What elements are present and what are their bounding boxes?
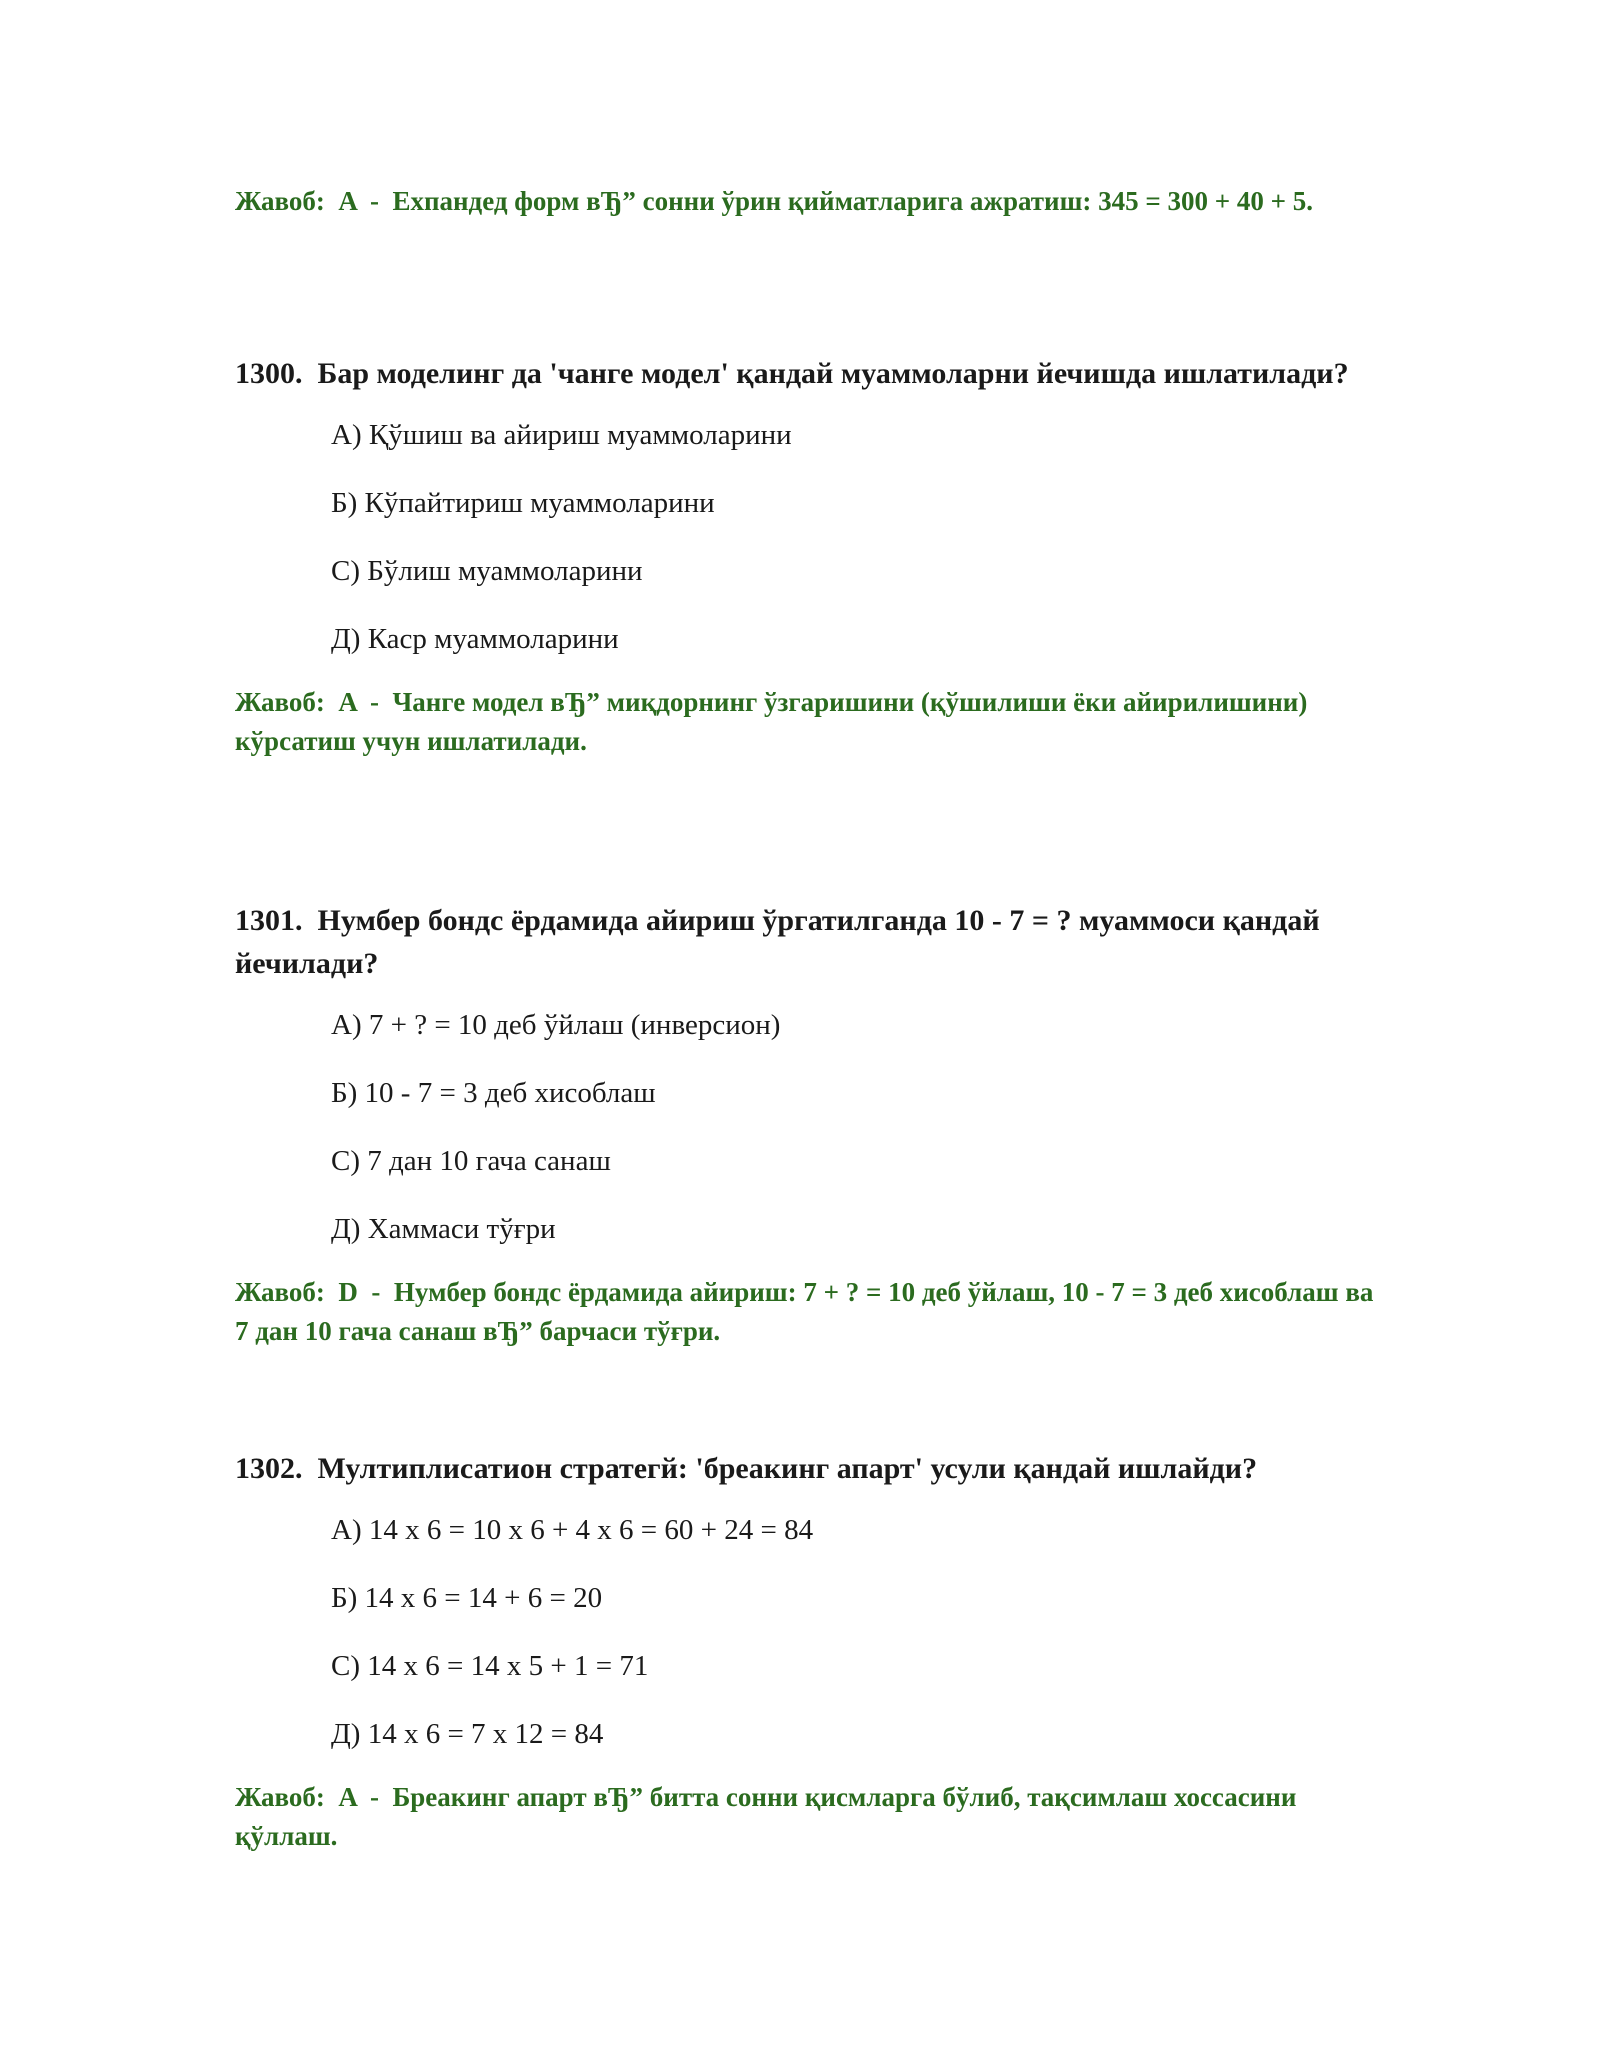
option-d: Д) 14 x 6 = 7 x 12 = 84 <box>331 1718 604 1750</box>
question-number: 1301. <box>235 904 303 937</box>
question-body: Нумбер бондс ёрдамида айириш ўргатилганда 10 - 7 = ? муаммоси қандай йечилади? <box>235 904 1320 980</box>
option-c: С) 14 x 6 = 14 x 5 + 1 = 71 <box>331 1650 649 1682</box>
option-a: А) 7 + ? = 10 деб ўйлаш (инверсион) <box>331 1009 781 1041</box>
answer-letter: A <box>338 687 357 717</box>
option-d: Д) Хаммаси тўғри <box>331 1213 556 1245</box>
question-body: Мултиплисатион стратегй: 'бреакинг апарт' усули қандай ишлайди? <box>317 1452 1258 1485</box>
option-a: А) Қўшиш ва айириш муаммоларини <box>331 419 792 451</box>
option-b: Б) 10 - 7 = 3 деб хисоблаш <box>331 1077 656 1109</box>
answer-letter: D <box>338 1277 358 1307</box>
answer-text <box>235 182 1375 221</box>
answer-dash: - <box>371 1277 381 1307</box>
answer-letter: A <box>338 186 357 216</box>
option-c: С) 7 дан 10 гача санаш <box>331 1145 611 1177</box>
option-a: А) 14 x 6 = 10 x 6 + 4 x 6 = 60 + 24 = 84 <box>331 1514 814 1546</box>
answer-label: Жавоб: <box>235 186 325 216</box>
answer-label: Жавоб: <box>235 1782 325 1812</box>
question-number: 1302. <box>235 1452 303 1485</box>
option-b: Б) Кўпайтириш муаммоларини <box>331 487 715 519</box>
options-list <box>235 1510 1375 1782</box>
answer-text <box>235 683 1375 761</box>
question-block-1300 <box>235 352 1375 761</box>
options-list <box>235 415 1375 687</box>
answer-explanation: Ехпандед форм вЂ” сонни ўрин қийматларига ажратиш: 345 = 300 + 40 + 5. <box>392 186 1314 216</box>
answer-label: Жавоб: <box>235 687 325 717</box>
answer-dash: - <box>369 186 379 216</box>
answer-text <box>235 1778 1375 1856</box>
answer-explanation: Нумбер бондс ёрдамида айириш: 7 + ? = 10 деб ўйлаш, 10 - 7 = 3 деб хисоблаш ва 7 дан 10 гача санаш вЂ” барчаси тўғри. <box>235 1277 1374 1346</box>
answer-text <box>235 1273 1375 1351</box>
question-block-1302 <box>235 1447 1375 1856</box>
question-block-1301 <box>235 899 1375 1351</box>
answer-dash: - <box>369 1782 379 1812</box>
question-text <box>235 899 1375 985</box>
answer-explanation: Чанге модел вЂ” миқдорнинг ўзгаришини (қўшилиши ёки айирилишини) кўрсатиш учун ишлатилади. <box>235 687 1308 756</box>
question-number: 1300. <box>235 357 303 390</box>
question-text <box>235 1447 1375 1490</box>
option-c: С) Бўлиш муаммоларини <box>331 555 643 587</box>
answer-explanation: Бреакинг апарт вЂ” битта сонни қисмларга бўлиб, тақсимлаш хоссасини қўллаш. <box>235 1782 1297 1851</box>
answer-block-previous <box>235 182 1375 221</box>
answer-label: Жавоб: <box>235 1277 325 1307</box>
question-body: Бар моделинг да 'чанге модел' қандай муаммоларни йечишда ишлатилади? <box>317 357 1349 390</box>
option-b: Б) 14 x 6 = 14 + 6 = 20 <box>331 1582 603 1614</box>
question-text <box>235 352 1375 395</box>
answer-letter: A <box>338 1782 357 1812</box>
answer-dash: - <box>369 687 379 717</box>
options-list <box>235 1005 1375 1277</box>
option-d: Д) Каср муаммоларини <box>331 623 619 655</box>
